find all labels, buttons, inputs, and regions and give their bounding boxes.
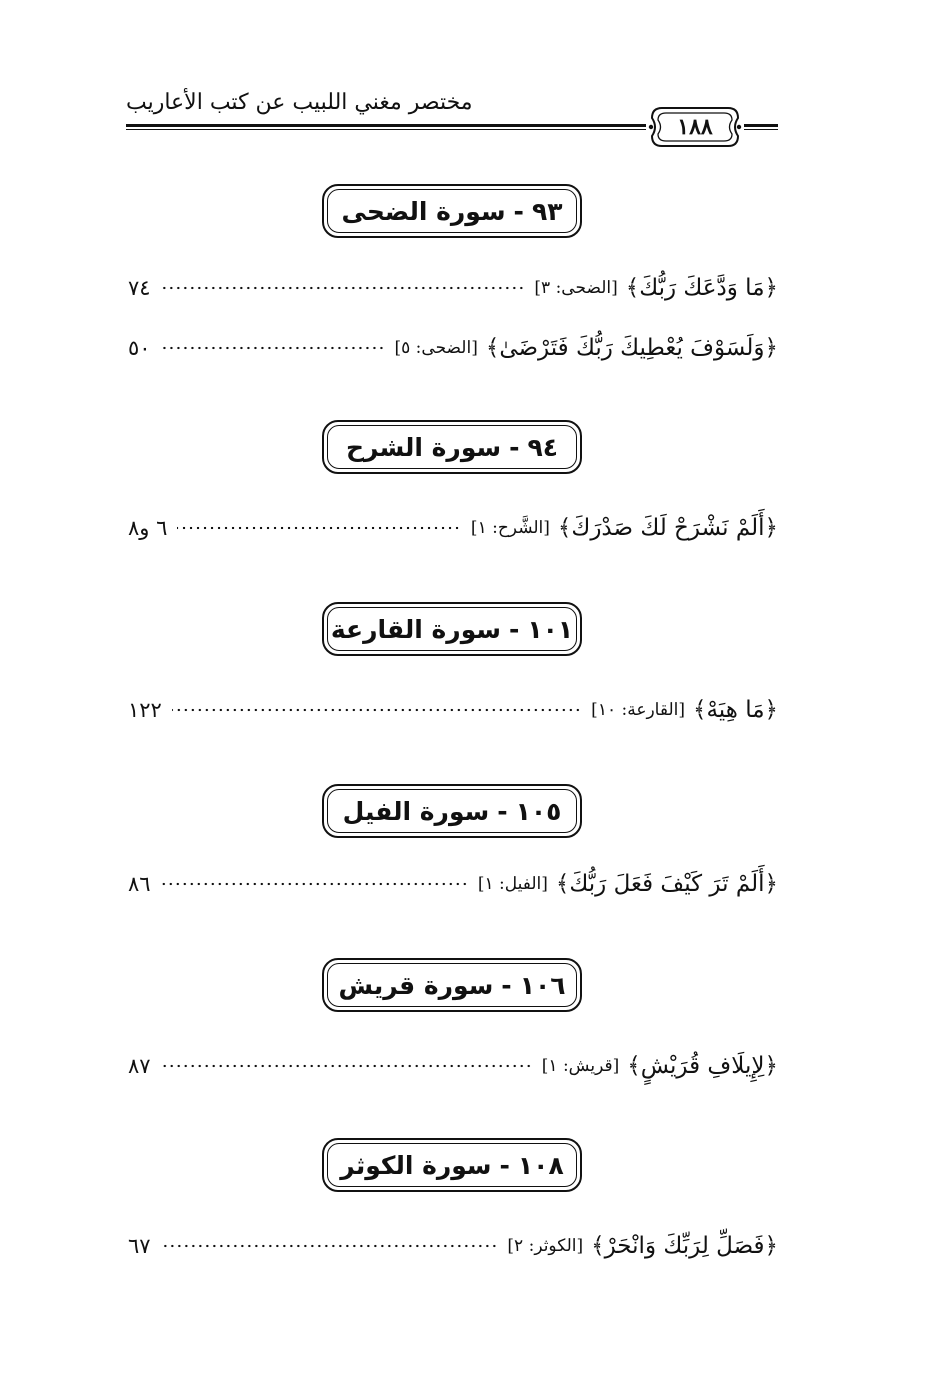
verse-text: ﴿وَلَسَوْفَ يُعْطِيكَ رَبُّكَ فَتَرْضَىٰ﴾ (485, 335, 778, 361)
surah-heading (322, 602, 582, 656)
dot-leader (161, 874, 468, 894)
verse-text: ﴿لِإِيلَافِ قُرَيْشٍ﴾ (627, 1053, 778, 1079)
page-number: ١٨٨ (677, 114, 713, 140)
header-rule (126, 124, 646, 130)
dot-leader (161, 1236, 498, 1256)
verse-reference: [قريش: ١] (541, 1056, 620, 1076)
page-reference: ٦٧ (128, 1234, 151, 1258)
dot-leader (172, 700, 581, 720)
verse-text: ﴿فَصَلِّ لِرَبِّكَ وَانْحَرْ﴾ (591, 1233, 778, 1259)
heading-dash: - (509, 432, 520, 462)
page-reference: ٧٤ (128, 276, 151, 300)
surah-title: سورة الفيل (342, 796, 490, 826)
verse-reference: [الشَّرح: ١] (470, 518, 550, 538)
surah-heading (322, 184, 582, 238)
running-header (126, 86, 778, 156)
header-rule-short (744, 124, 778, 130)
verse-reference: [الضحى: ٣] (534, 278, 618, 298)
surah-number: ١٠٦ (519, 970, 566, 1000)
dot-leader (177, 518, 461, 538)
verse-reference: [الفيل: ١] (477, 874, 548, 894)
surah-title: سورة القارعة (330, 614, 501, 644)
heading-dash: - (499, 1150, 510, 1180)
verse-reference: [الضحى: ٥] (394, 338, 478, 358)
dot-leader (161, 338, 385, 358)
surah-title: سورة قريش (338, 970, 494, 1000)
surah-title: سورة الكوثر (340, 1150, 492, 1180)
heading-dash: - (497, 796, 508, 826)
surah-number: ١٠١ (527, 614, 574, 644)
page-reference: ٥٠ (128, 336, 151, 360)
page-reference: ١٢٢ (128, 698, 162, 722)
index-entry (128, 1226, 778, 1266)
index-entry (128, 328, 778, 368)
dot-leader (161, 278, 525, 298)
surah-title: سورة الشرح (346, 432, 502, 462)
index-entry (128, 508, 778, 548)
dot-leader (161, 1056, 532, 1076)
heading-dash: - (513, 196, 524, 226)
surah-number: ١٠٥ (515, 796, 562, 826)
page-reference: ٨٦ (128, 872, 151, 896)
index-entry (128, 690, 778, 730)
verse-text: ﴿أَلَمْ نَشْرَحْ لَكَ صَدْرَكَ﴾ (557, 515, 778, 541)
surah-number: ٩٤ (527, 432, 558, 462)
page-number-ornament (648, 104, 742, 150)
verse-reference: [الكوثر: ٢] (507, 1236, 584, 1256)
verse-text: ﴿مَا هِيَهْ﴾ (693, 697, 778, 723)
surah-heading (322, 420, 582, 474)
index-entry (128, 1046, 778, 1086)
heading-dash: - (508, 614, 520, 644)
index-entry (128, 864, 778, 904)
page-reference: ٦ و٨ (128, 516, 168, 540)
index-entry (128, 268, 778, 308)
book-title: مختصر مغني اللبيب عن كتب الأعاريب (126, 90, 473, 115)
heading-dash: - (501, 970, 512, 1000)
surah-heading (322, 784, 582, 838)
verse-text: ﴿أَلَمْ تَرَ كَيْفَ فَعَلَ رَبُّكَ﴾ (555, 871, 778, 897)
surah-heading (322, 958, 582, 1012)
surah-number: ١٠٨ (517, 1150, 564, 1180)
surah-number: ٩٣ (531, 196, 563, 226)
verse-reference: [القارعة: ١٠] (591, 700, 685, 720)
surah-title: سورة الضحى (341, 196, 506, 226)
surah-heading (322, 1138, 582, 1192)
verse-text: ﴿مَا وَدَّعَكَ رَبُّكَ﴾ (625, 275, 778, 301)
page-reference: ٨٧ (128, 1054, 151, 1078)
